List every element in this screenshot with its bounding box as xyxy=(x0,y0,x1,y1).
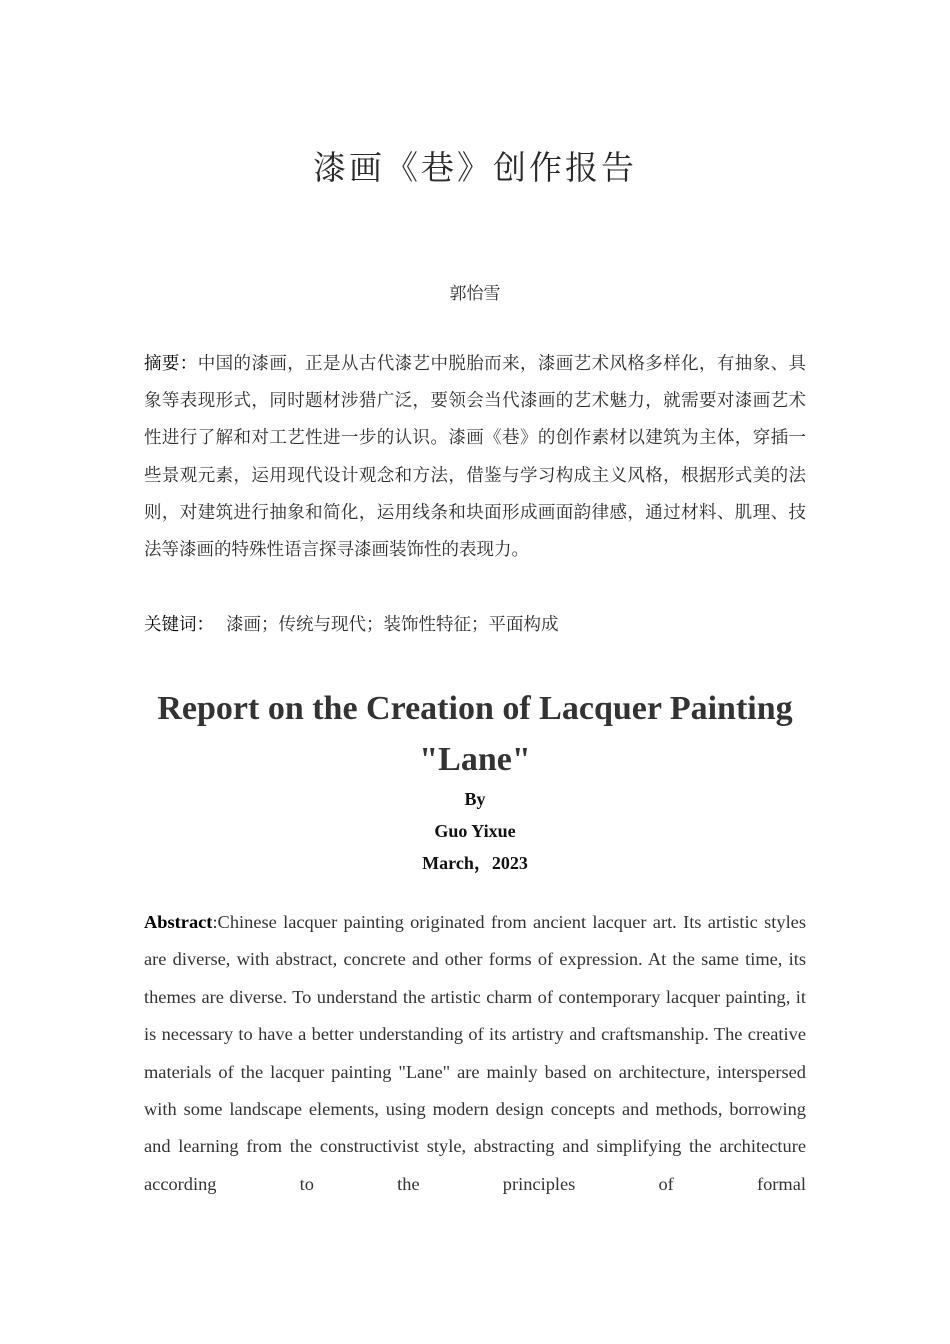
chinese-abstract-label: 摘要： xyxy=(144,354,198,374)
chinese-keywords xyxy=(144,607,806,644)
chinese-title: 漆画《巷》创作报告 xyxy=(313,148,637,187)
english-author: Guo Yixue xyxy=(434,821,516,841)
chinese-keywords-text: 漆画；传统与现代；装饰性特征；平面构成 xyxy=(226,615,559,635)
english-abstract-label: Abstract xyxy=(144,912,213,932)
english-date: March，2023 xyxy=(422,853,528,873)
chinese-abstract xyxy=(144,346,806,569)
chinese-keywords-label: 关键词： xyxy=(144,615,214,635)
english-abstract-text: :Chinese lacquer painting originated from ancient lacquer art. Its artistic styles are diverse, with abstract, concrete and other forms of expression. At the same time, its themes are diverse. To understand the artistic charm of contemporary lacquer painting, it is necessary to have a better understanding of its artistry and craftsmanship. The creative materials of the lacquer painting "Lane" are mainly based on architecture, interspersed with some landscape elements, using modern design concepts and methods, borrowing and learning from the constructivist style, abstracting and simplifying the architecture according to the principles of formal xyxy=(144,912,806,1194)
english-title: Report on the Creation of Lacquer Painting "Lane" xyxy=(157,690,793,778)
chinese-abstract-text: 中国的漆画，正是从古代漆艺中脱胎而来，漆画艺术风格多样化，有抽象、具象等表现形式，同时题材涉猎广泛，要领会当代漆画的艺术魅力，就需要对漆画艺术性进行了解和对工艺性进一步的认识。漆画《巷》的创作素材以建筑为主体，穿插一些景观元素，运用现代设计观念和方法，借鉴与学习构成主义风格，根据形式美的法则，对建筑进行抽象和简化，运用线条和块面形成画面韵律感，通过材料、肌理、技法等漆画的特殊性语言探寻漆画装饰性的表现力。 xyxy=(144,354,807,561)
english-abstract xyxy=(144,904,806,1203)
chinese-author: 郭怡雪 xyxy=(449,284,501,304)
english-by: By xyxy=(464,789,486,809)
